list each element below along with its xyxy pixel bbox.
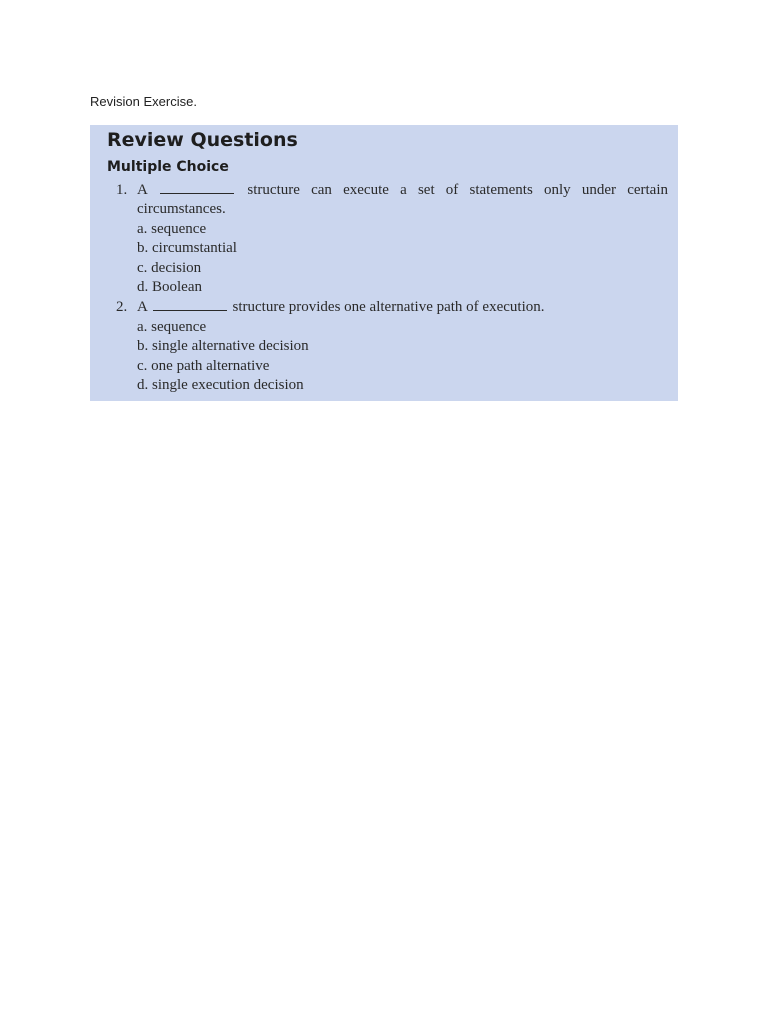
stem-lead-text: A: [137, 299, 148, 316]
stem-tail-text: structure provides one alternative path of execution.: [232, 299, 545, 316]
question-2: [107, 298, 668, 395]
answer-option: d. Boolean: [137, 279, 202, 296]
answer-options: [137, 220, 668, 298]
answer-option: c. decision: [137, 259, 202, 276]
answer-option: a. sequence: [137, 220, 207, 237]
intro-text: Revision Exercise.: [90, 94, 197, 109]
question-stem: [137, 298, 668, 317]
review-questions-box: [90, 125, 678, 401]
answer-option: b. circumstantial: [137, 240, 237, 257]
question-1: [107, 181, 668, 297]
box-title: Review Questions: [107, 129, 298, 151]
question-number: 2.: [116, 299, 128, 316]
stem-tail-text: structure can execute a set of statements only under certain: [247, 182, 669, 198]
question-number: 1.: [116, 182, 128, 198]
question-stem-line: [137, 181, 668, 200]
question-stem-line: [137, 298, 668, 317]
question-stem-line-2: circumstances.: [137, 201, 226, 218]
answer-option: c. one path alternative: [137, 357, 270, 374]
answer-option: b. single alternative decision: [137, 338, 309, 355]
stem-lead-text: A: [137, 182, 148, 198]
question-stem: [137, 181, 668, 220]
answer-option: a. sequence: [137, 318, 207, 335]
fill-in-blank: [153, 298, 227, 311]
box-subtitle: Multiple Choice: [107, 159, 229, 175]
fill-in-blank: [160, 181, 234, 194]
answer-options: [137, 318, 668, 396]
answer-option: d. single execution decision: [137, 377, 304, 394]
